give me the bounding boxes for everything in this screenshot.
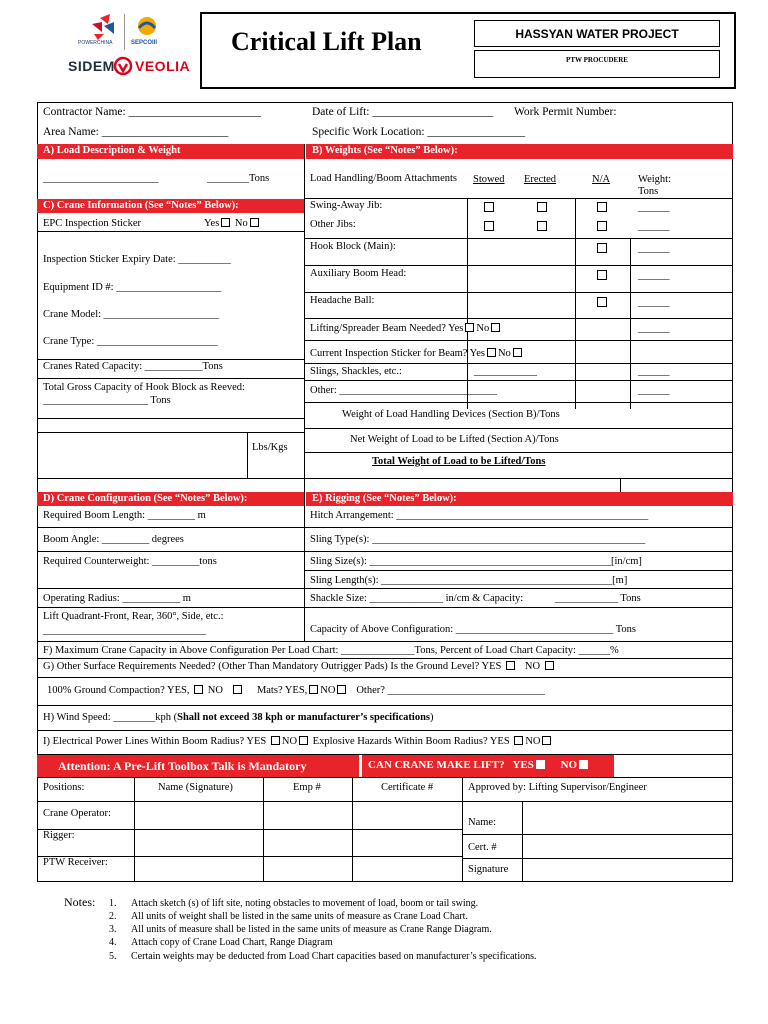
crane-lift-question: CAN CRANE MAKE LIFT? YES NO <box>362 755 614 777</box>
crane-operator-label: Crane Operator: <box>43 808 111 819</box>
beam-no-checkbox[interactable] <box>491 323 500 332</box>
positions-header: Positions: <box>43 782 85 793</box>
sticker-yes-checkbox[interactable] <box>487 348 496 357</box>
max-capacity-row[interactable]: F) Maximum Crane Capacity in Above Configuration Per Load Chart: ______________Tons, Percent of Load Chart Capacity: ______% <box>43 645 619 656</box>
stowed-checkbox[interactable] <box>484 221 494 231</box>
explosive-yes-checkbox[interactable] <box>514 736 523 745</box>
gross-capacity-field[interactable]: ____________________ Tons <box>43 395 171 406</box>
note-item: Attach copy of Crane Load Chart, Range Diagram <box>131 937 333 948</box>
surface-row: G) Other Surface Requirements Needed? (Other Than Mandatory Outrigger Pads) Is the Ground Level? YES NO <box>43 661 556 673</box>
na-checkbox[interactable] <box>597 270 607 280</box>
erected-checkbox[interactable] <box>537 202 547 212</box>
row-label: Auxiliary Boom Head: <box>310 268 407 279</box>
lift-no-checkbox[interactable] <box>579 760 588 769</box>
procedure-label: PTW PROCUDERE <box>566 56 628 64</box>
sepco-logo-text: SEPCOIII <box>131 40 158 46</box>
note-number: 1. <box>109 898 117 909</box>
weight-field[interactable]: ______ <box>638 270 670 281</box>
project-name: HASSYAN WATER PROJECT <box>515 27 679 41</box>
shackle-capacity-field[interactable]: ____________ Tons <box>555 593 641 604</box>
devices-weight-label: Weight of Load Handling Devices (Section B)/Tons <box>342 409 560 420</box>
col-na: N/A <box>592 174 611 185</box>
counterweight-field[interactable]: Required Counterweight: _________tons <box>43 556 217 567</box>
wind-speed-row[interactable]: H) Wind Speed: ________kph (Shall not exceed 38 kph or manufacturer’s specifications) <box>43 712 434 723</box>
note-number: 3. <box>109 924 117 935</box>
crane-model-field[interactable]: Crane Model: ______________________ <box>43 309 220 320</box>
note-number: 4. <box>109 937 117 948</box>
rated-capacity-field[interactable]: Cranes Rated Capacity: ___________Tons <box>43 361 223 372</box>
note-item: All units of weight shall be listed in the same units of measure as Crane Load Chart. <box>131 911 468 922</box>
approver-cert-label: Cert. # <box>468 842 497 853</box>
lifting-beam-question: Lifting/Spreader Beam Needed? Yes No <box>310 323 502 335</box>
row-label: Hook Block (Main): <box>310 241 396 252</box>
procedure-box <box>474 50 720 78</box>
col-erected: Erected <box>524 174 557 185</box>
config-capacity-field[interactable]: Capacity of Above Configuration: ______________________________ Tons <box>310 624 637 635</box>
beam-yes-checkbox[interactable] <box>465 323 474 332</box>
compaction-yes-checkbox[interactable] <box>194 685 203 694</box>
lbs-kgs-label: Lbs/Kgs <box>252 442 288 453</box>
lift-quadrant-label: Lift Quadrant-Front, Rear, 360°, Side, etc.: <box>43 611 224 622</box>
name-header: Name (Signature) <box>158 782 233 793</box>
level-no-checkbox[interactable] <box>545 661 554 670</box>
work-permit-label: Work Permit Number: <box>514 106 617 118</box>
section-a-header: A) Load Description & Weight <box>37 144 304 159</box>
location-field[interactable]: Specific Work Location: _________________ <box>312 126 526 138</box>
approved-header: Approved by: Lifting Supervisor/Engineer <box>468 782 647 793</box>
sticker-no-checkbox[interactable] <box>513 348 522 357</box>
row-label: Headache Ball: <box>310 295 375 306</box>
other-field[interactable]: Other: ______________________________ <box>310 385 497 396</box>
veolia-logo-text: VEOLIA <box>135 58 191 74</box>
toolbox-talk-banner: Attention: A Pre-Lift Toolbox Talk is Mandatory <box>37 755 359 777</box>
mats-no-checkbox[interactable] <box>337 685 346 694</box>
crane-type-field[interactable]: Crane Type: _______________________ <box>43 336 218 347</box>
note-item: Attach sketch (s) of lift site, noting obstacles to movement of load, boom or tail swing. <box>131 898 479 909</box>
load-tons-field[interactable]: ________Tons <box>207 173 270 184</box>
notes-label: Notes: <box>64 895 96 909</box>
page-title: Critical Lift Plan <box>231 27 422 56</box>
stowed-checkbox[interactable] <box>484 202 494 212</box>
epc-sticker-label: EPC Inspection Sticker <box>43 218 141 229</box>
section-d-header: D) Crane Configuration (See “Notes” Below): <box>37 492 304 506</box>
weight-field[interactable]: ______ <box>638 297 670 308</box>
na-checkbox[interactable] <box>597 297 607 307</box>
weight-field[interactable]: ______ <box>638 202 670 213</box>
hitch-field[interactable]: Hitch Arrangement: ________________________________________________ <box>310 510 649 521</box>
sling-size-field[interactable]: Sling Size(s): ______________________________________________[in/cm] <box>310 556 642 567</box>
level-yes-checkbox[interactable] <box>506 661 515 670</box>
weight-field[interactable]: ______ <box>638 221 670 232</box>
area-field[interactable]: Area Name: ______________________ <box>43 126 229 138</box>
approver-name-label: Name: <box>468 817 496 828</box>
gross-capacity-label: Total Gross Capacity of Hook Block as Reeved: <box>43 382 245 393</box>
epc-sticker-options: Yes No <box>204 218 261 230</box>
note-number: 2. <box>109 911 117 922</box>
col-attachments: Load Handling/Boom Attachments <box>310 173 457 184</box>
net-weight-label: Net Weight of Load to be Lifted (Section A)/Tons <box>350 434 559 445</box>
shackle-field[interactable]: Shackle Size: ______________ in/cm & Capacity: <box>310 593 524 604</box>
emp-header: Emp # <box>293 782 321 793</box>
compaction-no-checkbox[interactable] <box>233 685 242 694</box>
lift-yes-checkbox[interactable] <box>536 760 545 769</box>
sidem-logo-text: SIDEM <box>68 58 115 74</box>
beam-sticker-question: Current Inspection Sticker for Beam? Yes No <box>310 348 524 360</box>
section-c-header: C) Crane Information (See “Notes” Below): <box>37 199 304 213</box>
slings-label: Slings, Shackles, etc.: <box>310 366 402 377</box>
note-item: All units of measure shall be listed in the same units of measure as Crane Range Diagram. <box>131 924 492 935</box>
slings-field[interactable]: ____________ <box>474 366 537 377</box>
veolia-logo-icon <box>113 56 133 76</box>
note-number: 5. <box>109 951 117 962</box>
contractor-field[interactable]: Contractor Name: _______________________ <box>43 106 261 118</box>
certificate-header: Certificate # <box>381 782 434 793</box>
sling-length-field[interactable]: Sling Length(s): ____________________________________________[m] <box>310 575 628 586</box>
row-label: Swing-Away Jib: <box>310 200 383 211</box>
compaction-row: 100% Ground Compaction? YES, NO Mats? YES, NO Other? ______________________________ <box>47 685 546 696</box>
equipment-field[interactable]: Equipment ID #: ____________________ <box>43 282 222 293</box>
boom-angle-field[interactable]: Boom Angle: _________ degrees <box>43 534 184 545</box>
slings-weight-field[interactable]: ______ <box>638 366 670 377</box>
erected-checkbox[interactable] <box>537 221 547 231</box>
col-weight: Weight: Tons <box>638 174 671 197</box>
date-field[interactable]: Date of Lift: _____________________ <box>312 106 494 118</box>
other-weight-field[interactable]: ______ <box>638 385 670 396</box>
rigger-label: Rigger: <box>43 830 75 841</box>
operating-radius-field[interactable]: Operating Radius: ___________ m <box>43 593 191 604</box>
weight-field[interactable]: ______ <box>638 243 670 254</box>
section-e-header: E) Rigging (See “Notes” Below): <box>306 492 733 506</box>
col-stowed: Stowed <box>473 174 505 185</box>
na-checkbox[interactable] <box>597 243 607 253</box>
ptw-receiver-label: PTW Receiver: <box>43 857 108 868</box>
load-description-field[interactable]: ______________________ <box>43 173 159 184</box>
approver-signature-label: Signature <box>468 864 509 875</box>
section-b-header: B) Weights (See “Notes” Below): <box>306 144 733 159</box>
power-no-checkbox[interactable] <box>299 736 308 745</box>
note-item: Certain weights may be deducted from Load Chart capacities based on manufacturer’s specifications. <box>131 951 537 962</box>
na-checkbox[interactable] <box>597 221 607 231</box>
epc-yes-checkbox[interactable] <box>221 218 230 227</box>
expiry-field[interactable]: Inspection Sticker Expiry Date: __________ <box>43 254 231 265</box>
lift-quadrant-field[interactable]: _______________________________ <box>43 625 206 636</box>
power-yes-checkbox[interactable] <box>271 736 280 745</box>
boom-length-field[interactable]: Required Boom Length: _________ m <box>43 510 206 521</box>
powerchina-logo-text: POWERCHINA <box>78 40 113 46</box>
hazards-row: I) Electrical Power Lines Within Boom Radius? YES NO Explosive Hazards Within Boom Radius? YES NO <box>43 736 553 748</box>
total-weight-label: Total Weight of Load to be Lifted/Tons <box>372 456 546 467</box>
beam-weight-field[interactable]: ______ <box>638 323 670 334</box>
row-label: Other Jibs: <box>310 219 356 230</box>
mats-yes-checkbox[interactable] <box>309 685 318 694</box>
explosive-no-checkbox[interactable] <box>542 736 551 745</box>
epc-no-checkbox[interactable] <box>250 218 259 227</box>
na-checkbox[interactable] <box>597 202 607 212</box>
sepco-logo-icon <box>133 14 163 40</box>
sling-type-field[interactable]: Sling Type(s): ____________________________________________________ <box>310 534 646 545</box>
